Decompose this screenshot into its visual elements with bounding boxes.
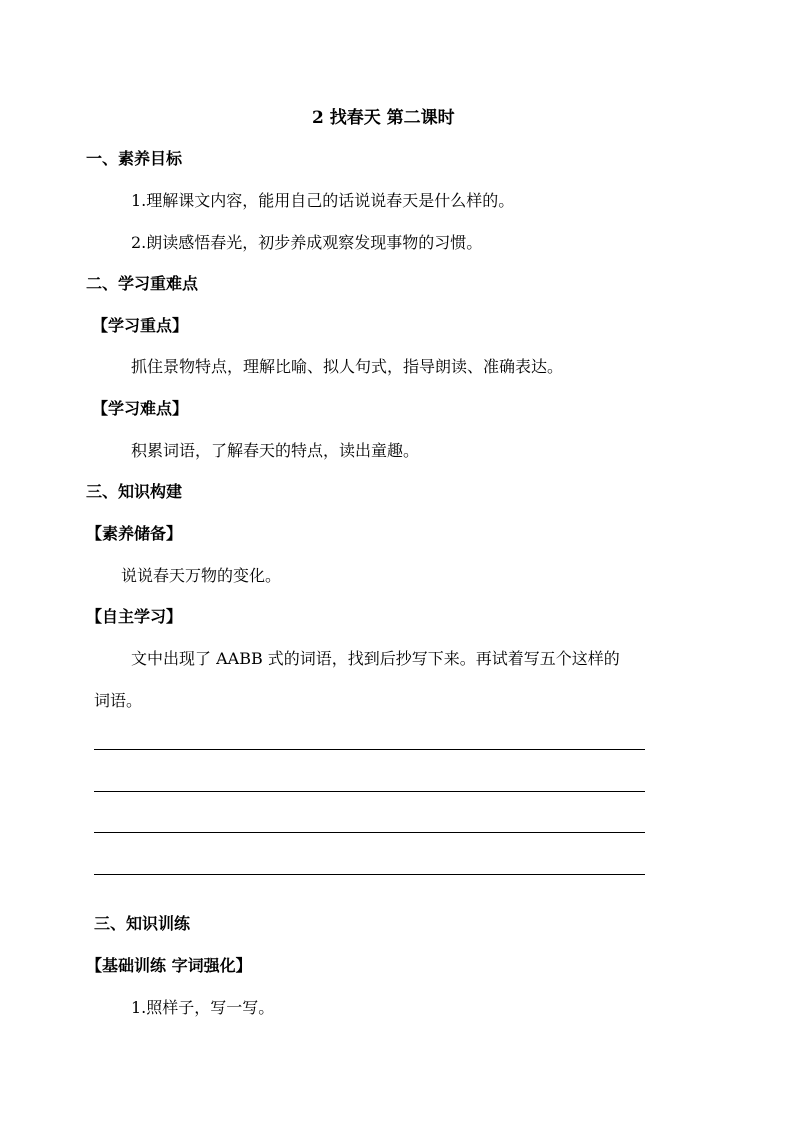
key-point-text: 抓住景物特点，理解比喻、拟人句式，指导朗读、准确表达。 bbox=[131, 357, 564, 376]
answer-line-1[interactable] bbox=[94, 749, 645, 750]
basic-training-item-1: 1.照样子，写一写。 bbox=[131, 998, 275, 1017]
section-heading-knowledge: 三、知识构建 bbox=[86, 482, 183, 501]
preparation-label: 【素养储备】 bbox=[86, 524, 183, 543]
difficulty-text: 积累词语，了解春天的特点，读出童趣。 bbox=[131, 441, 420, 460]
goal-item-2: 2.朗读感悟春光，初步养成观察发现事物的习惯。 bbox=[131, 233, 483, 252]
key-point-label: 【学习重点】 bbox=[92, 316, 189, 335]
preparation-text: 说说春天万物的变化。 bbox=[121, 566, 282, 585]
goal-item-1: 1.理解课文内容，能用自己的话说说春天是什么样的。 bbox=[131, 191, 515, 210]
answer-line-2[interactable] bbox=[94, 791, 645, 792]
answer-line-3[interactable] bbox=[94, 832, 645, 833]
page-title: 2 找春天 第二课时 bbox=[312, 108, 455, 128]
self-study-text-line-1: 文中出现了 AABB 式的词语，找到后抄写下来。再试着写五个这样的 bbox=[131, 649, 620, 668]
section-heading-key-points: 二、学习重难点 bbox=[86, 274, 199, 293]
answer-line-4[interactable] bbox=[94, 874, 645, 875]
section-heading-training: 三、知识训练 bbox=[94, 914, 191, 933]
self-study-label: 【自主学习】 bbox=[86, 607, 183, 626]
basic-training-label: 【基础训练 字词强化】 bbox=[86, 956, 252, 975]
self-study-text-line-2: 词语。 bbox=[94, 691, 143, 710]
difficulty-label: 【学习难点】 bbox=[92, 399, 189, 418]
section-heading-goals: 一、素养目标 bbox=[86, 149, 183, 168]
